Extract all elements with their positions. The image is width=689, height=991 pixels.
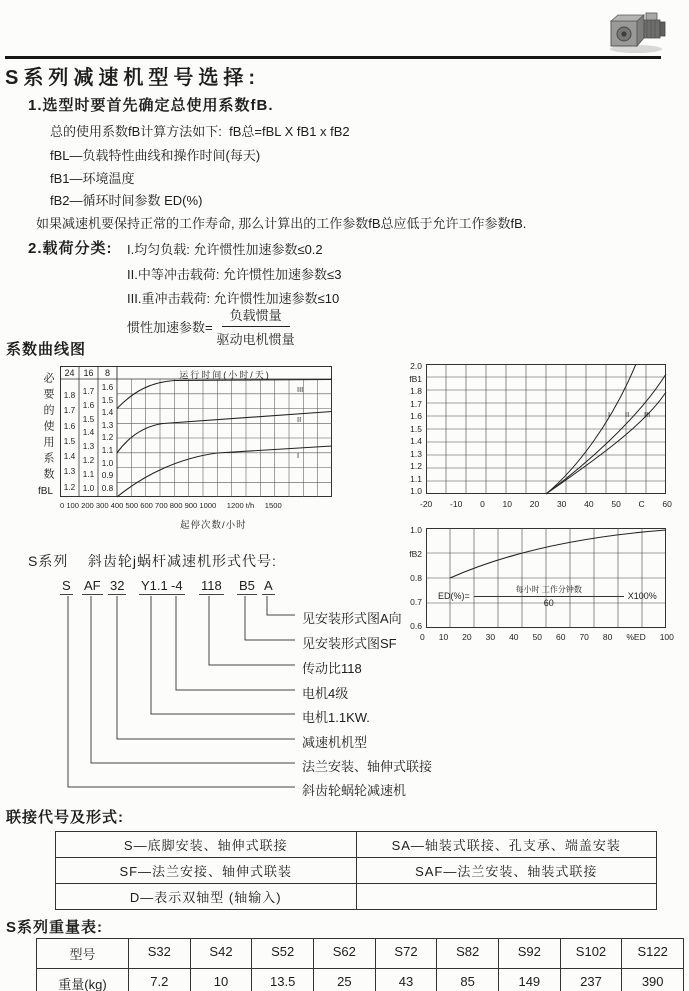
chart-fb1-grid (426, 364, 666, 494)
ed-formula-denominator: 60 (543, 598, 554, 608)
model-code-label: 减速机机型 (302, 735, 368, 750)
model-code-token: A (264, 578, 273, 593)
connection-table (55, 831, 657, 910)
tick-label: 0.7 (410, 596, 422, 607)
tick-label: 2.0 (410, 361, 422, 371)
tick-label: 1.5 (101, 395, 114, 405)
chart-fb2-xticks (420, 632, 674, 642)
ed-formula-numerator: 每小时 工作分钟数 (474, 584, 624, 597)
tick-label: 1.1 (410, 473, 422, 484)
chart-fbl-gridlines (117, 379, 332, 497)
tick-label: 1.0 (101, 458, 114, 468)
connection-cell-right: SA—轴装式联接、孔支承、端盖安装 (357, 832, 658, 858)
tick-label: 1.4 (410, 436, 422, 447)
curve-label-II: II (297, 415, 302, 424)
connection-heading: 联接代号及形式: (6, 809, 124, 826)
weight-table (36, 938, 684, 991)
curve-label-I: I (297, 451, 300, 460)
weight-value-cell: 390 (622, 969, 684, 991)
connection-cell-left: D—表示双轴型 (轴输入) (56, 884, 357, 910)
hours-8-label: 8 (104, 368, 110, 378)
tick-label: 60 (662, 499, 672, 509)
tick-label: 0.9 (101, 471, 114, 481)
weight-header-cell: S52 (252, 939, 314, 969)
tick-label: 0 (480, 499, 485, 509)
weight-header-cell: 型号 (37, 939, 129, 969)
tick-label: 1.2 (410, 461, 422, 472)
tick-label: 10 (438, 632, 449, 642)
tick-label: 1.2 (63, 482, 76, 492)
chart-fb1-xticks (420, 499, 672, 509)
chart-fb1 (398, 362, 689, 522)
tick-label: 80 (602, 632, 613, 642)
weight-header-cell: S62 (314, 939, 376, 969)
tick-label: 1.7 (63, 406, 76, 416)
tick-label: 1.8 (410, 386, 422, 397)
section1-line-fb1: fB1—环境温度 (50, 171, 135, 186)
tick-label: 50 (611, 499, 621, 509)
model-code-label: 传动比118 (302, 661, 362, 676)
tick-label: 1.5 (63, 436, 76, 446)
tick-label: 1.0 (410, 486, 422, 497)
tick-label: 1.3 (410, 448, 422, 459)
tick-label: 0 (420, 632, 425, 642)
connection-cell-left: SF—法兰安接、轴伸式联装 (56, 858, 357, 884)
model-code-label: 电机4级 (302, 686, 349, 701)
tick-label: 1.3 (63, 467, 76, 477)
model-code-label: 见安装形式图A向 (302, 611, 402, 626)
tick-label: 50 (532, 632, 542, 642)
weight-value-cell: 7.2 (129, 969, 191, 991)
tick-label: -10 (450, 499, 463, 509)
tick-label: 70 (579, 632, 589, 642)
tick-label: fB2 (409, 548, 422, 559)
tick-label: 1.7 (82, 387, 95, 396)
tick-label: 1.6 (82, 400, 95, 410)
tick-label: 1.2 (101, 433, 114, 443)
chart-fbl (38, 366, 352, 531)
scale-24h (60, 392, 79, 492)
inertia-formula-fraction (217, 305, 295, 348)
inertia-formula-numerator: 负载惯量 (222, 305, 290, 327)
ed-formula (438, 584, 657, 608)
running-time-header: 运行时间(小时/天) (179, 370, 271, 380)
tick-label: 20 (529, 499, 540, 509)
tick-label: 1.5 (410, 423, 422, 434)
chart-fbl-corner-label: fBL (38, 486, 54, 497)
charts-heading: 系数曲线图 (6, 341, 87, 358)
gear-reducer-photo (606, 8, 670, 54)
weight-value-cell: 149 (499, 969, 561, 991)
section1-line-fb2: fB2—循环时间参数 ED(%) (50, 193, 203, 208)
tick-label: 1.6 (101, 383, 114, 392)
section1-note: 如果减速机要保持正常的工作寿命, 那么计算出的工作参数fB总应低于允许工作参数fB. (36, 216, 527, 231)
section2-heading: 2.载荷分类: (28, 240, 113, 257)
inertia-formula-lhs: 惯性加速参数= (127, 320, 213, 335)
tick-label: 30 (556, 499, 567, 509)
inertia-formula (127, 305, 295, 348)
model-code-label: 斜齿轮蜗轮减速机 (302, 783, 407, 798)
curve-fb2 (450, 530, 666, 578)
weight-header-cell: S72 (376, 939, 438, 969)
curve-label-III: III (644, 410, 651, 419)
tick-label: 1.6 (410, 411, 422, 422)
tick-label: 10 (502, 499, 512, 509)
model-code-token: -4 (171, 578, 183, 593)
tick-label: 40 (509, 632, 519, 642)
tick-label: 60 (555, 632, 566, 642)
tick-label: fB1 (409, 373, 422, 384)
curve-label-III: III (297, 385, 304, 394)
section1-line-formula: 总的使用系数fB计算方法如下: fB总=fBL X fB1 x fB2 (50, 124, 350, 139)
load-class-3: III.重冲击载荷: 允许惯性加速参数≤10 (127, 291, 340, 306)
chart-fb1-yticks (398, 362, 422, 496)
tick-label: 30 (485, 632, 496, 642)
model-code-token: AF (84, 578, 101, 593)
weight-header-cell: S122 (622, 939, 684, 969)
weight-header-cell: S102 (561, 939, 623, 969)
chart-fb2 (398, 526, 689, 648)
tick-label: 20 (462, 632, 472, 642)
tick-label: 1.4 (63, 452, 76, 462)
tick-label: C (638, 499, 645, 509)
model-code-token: S (62, 578, 71, 593)
weight-heading: S系列重量表: (6, 919, 104, 936)
weight-header-cell: S42 (191, 939, 253, 969)
chart-fbl-xticks: 0 100 200 300 400 500 600 700 800 900 1000 1200 t/h 1500 (60, 501, 282, 510)
model-code-heading: S系列 斜齿轮j蜗杆减速机形式代号: (28, 553, 277, 569)
inertia-formula-denominator: 驱动电机惯量 (216, 332, 295, 347)
scale-8h (98, 384, 117, 493)
tick-label: 1.4 (82, 428, 95, 438)
section1-heading: 1.选型时要首先确定总使用系数fB. (28, 97, 274, 114)
chart-fbl-xlabel: 起停次数/小时 (180, 520, 247, 531)
model-code-token: B5 (239, 578, 255, 593)
top-rule (5, 56, 661, 59)
model-code-label: 见安装形式图SF (302, 636, 397, 651)
tick-label: 1.3 (82, 442, 95, 452)
curve-label-I: I (608, 410, 611, 419)
section1-line-fbl: fBL—负载特性曲线和操作时间(每天) (50, 148, 261, 163)
tick-label: 1.8 (63, 391, 76, 400)
tick-label: 1.0 (410, 525, 422, 535)
tick-label: 1.3 (101, 420, 114, 430)
tick-label: 0.8 (101, 483, 114, 493)
connection-cell-left: S—底脚安装、轴伸式联接 (56, 832, 357, 858)
tick-label: 1.7 (410, 398, 422, 409)
load-class-1: I.均匀负载: 允许惯性加速参数≤0.2 (127, 242, 323, 257)
tick-label: %ED (626, 632, 646, 642)
tick-label: 100 (659, 632, 674, 642)
tick-label: -20 (420, 499, 433, 509)
model-code-token: 32 (110, 578, 125, 593)
weight-header-cell: S92 (499, 939, 561, 969)
ed-formula-fraction (474, 584, 624, 608)
curve-I (117, 446, 332, 497)
tick-label: 1.1 (82, 469, 95, 479)
weight-header-cell: S82 (437, 939, 499, 969)
connection-cell-right: SAF—法兰安装、轴装式联接 (357, 858, 658, 884)
tick-label: 1.0 (82, 483, 95, 493)
model-code-label: 法兰安装、轴伸式联接 (302, 759, 433, 774)
model-code-token: 118 (201, 578, 222, 593)
page-title: S系列减速机型号选择: (5, 67, 260, 89)
weight-value-cell: 43 (376, 969, 438, 991)
ed-formula-lhs: ED(%)= (438, 591, 470, 601)
weight-value-cell: 85 (437, 969, 499, 991)
weight-value-cell: 237 (561, 969, 623, 991)
weight-header-cell: S32 (129, 939, 191, 969)
tick-label: 40 (584, 499, 594, 509)
chart-fbl-ylabel: 必要的使用系数 (42, 372, 54, 484)
tick-label: 1.4 (101, 408, 114, 418)
tick-label: 1.5 (82, 414, 95, 424)
weight-value-cell: 25 (314, 969, 376, 991)
hours-16-label: 16 (83, 368, 94, 378)
connection-cell-right (357, 884, 658, 910)
load-class-2: II.中等冲击载荷: 允许惯性加速参数≤3 (127, 267, 342, 282)
model-code-token: Y1.1 (141, 578, 168, 593)
curve-label-II: II (625, 410, 630, 419)
weight-value-cell: 10 (191, 969, 253, 991)
chart-fb2-grid (426, 528, 666, 628)
tick-label: 1.1 (101, 445, 114, 455)
model-code-label: 电机1.1KW. (302, 710, 370, 725)
weight-value-cell: 重量(kg) (37, 969, 129, 991)
tick-label: 0.8 (410, 572, 422, 583)
scale-16h (79, 388, 98, 493)
weight-value-cell: 13.5 (252, 969, 314, 991)
hours-24-label: 24 (64, 368, 75, 378)
tick-label: 1.6 (63, 421, 76, 431)
tick-label: 0.6 (410, 620, 422, 631)
ed-formula-rhs: X100% (627, 591, 657, 601)
tick-label: 1.2 (82, 456, 95, 466)
